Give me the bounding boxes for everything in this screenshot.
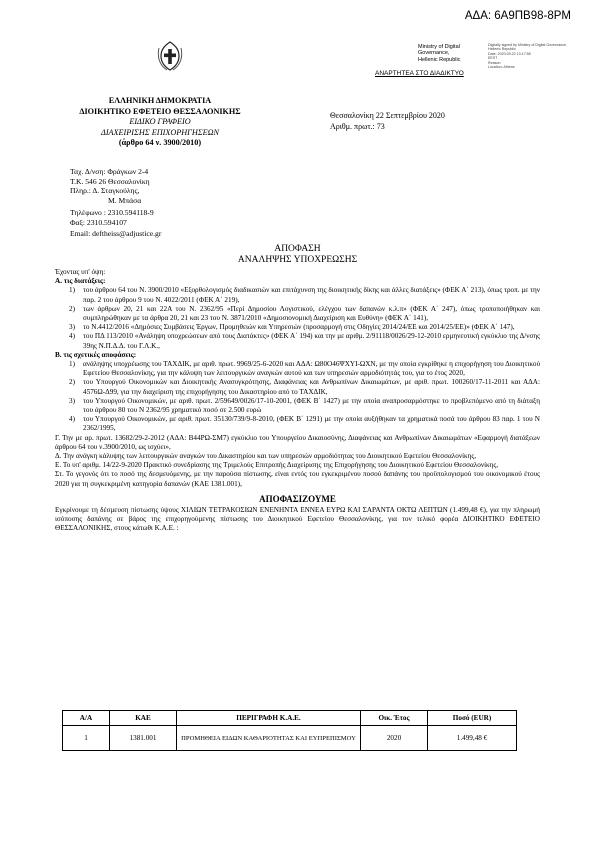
list-item: 1) ανάληψης υποχρέωσης του ΤΑΧΔΙΚ, με αριθ. πρωτ. 9969/25-6-2020 και ΑΔΑ: Ω80Ο46ΨΧΥΙ-ΩΧΝ, με την οποία εγκρίθηκε η επιχορήγηση του Διοικητικού Εφετείου Θεσσαλονίκης, για την κάλυψη των λειτουργικών αναγκών αυτού και των υπηρεσιών αρμοδιότητάς του, για το έτος 2020,	[69, 360, 540, 378]
ministry-signature: Ministry of Digital Governance, Hellenic Republic	[418, 44, 461, 63]
list-item: 2) του Υπουργού Οικονομικών και Διοικητικής Ανασυγκρότησης, Διαφάνειας και Ανθρωπίνων Δικαιωμάτων, με αριθ. πρωτ. 100260/17-11-2011 και ΑΔΑ: 4576Ω-Δ99, για την διαχείριση της επιχορήγησης του Δικαστηρίου από το ΤΑΧΔΙΚ,	[69, 378, 540, 396]
section-d: Δ. Την ανάγκη κάλυψης των λειτουργικών αναγκών του Δικαστηρίου και των υπηρεσιών αρμοδιότητας του Διοικητικού Εφετείου Θεσσαλονίκης,	[55, 452, 477, 461]
section-g: Γ. Την με αρ. πρωτ. 13682/29-2-2012 (ΑΔΑ: Β44ΡΩ-ΣΜ7) εγκύκλιο του Υπουργείου Δικαιοσύνης, Διαφάνειας και Ανθρωπίνων Δικαιωμάτων «Εφαρμογή διατάξεων άρθρου 64 του ν.3900/2010, ως ισχύει»,	[55, 433, 540, 451]
document-date: Θεσσαλονίκη 22 Σεπτεμβρίου 2020	[330, 111, 445, 120]
document-body: Έχοντας υπ' όψη: Α. τις διατάξεις: 1) του άρθρου 64 του Ν. 3900/2010 «Εξορθολογισμός διαδικασιών και επιτάχυνση της διοικητικής δίκης και άλλες διατάξεις» (ΦΕΚ Α΄ 213), όπως τροπ. με την παρ. 2 του άρθρου 9 του Ν. 4022/2011 (ΦΕΚ Α΄ 219), 2) των άρθρων 20, 21 και 22Α του Ν. 2362/95 «Περί Δημοσίου Λογιστικού, ελέγχου των δαπανών κ.λ.π» (ΦΕΚ Α΄ 247), όπως τροποποιήθηκαν και συμπληρώθηκαν με τα άρθρα 20, 21 και 23 του Ν. 3871/2010 «Δημοσιονομική Διαχείριση και Ευθύνη» (ΦΕΚ Α΄ 141), 3) το Ν.4412/2016 «Δημόσιες Συμβάσεις Έργων, Προμηθειών και Υπηρεσιών (προσαρμογή στις Οδηγίες 2014/24/ΕΕ και 2014/25/ΕΕ)» (ΦΕΚ Α΄ 147), 4) του ΠΔ 113/2010 «Ανάληψη υποχρεώσεων από τους Διατάκτες» (ΦΕΚ Α΄ 194) και την με αριθμ. 2/91118/0026/29-12-2010 ερμηνευτική εγκύκλιο της Δ/νσης 39ης Ν.Π.Δ.Δ. του Γ.Λ.Κ., Β. τις σχετικές αποφάσεις: 1) ανάληψης υποχρέωσης του ΤΑΧΔΙΚ, με αριθ. πρωτ. 9969/25-6-2020 και ΑΔΑ: Ω80Ο46ΨΧΥΙ-ΩΧΝ, με την οποία εγκρίθηκε η επιχορήγηση του Διοικητικού Εφετείου Θεσσαλονίκης, για την κάλυψη των λειτουργικών αναγκών αυτού και των υπηρεσιών αρμοδιότητάς του, για το έτος 2020, 2) του Υπουργού Οικονομικών και Διοικητικής Ανασυγκρότησης, Διαφάνειας και Ανθρωπίνων Δικαιωμάτων, με αριθ. πρωτ. 100260/17-11-2011 και ΑΔΑ: 4576Ω-Δ99, για την διαχείριση της επιχορήγησης του Δικαστηρίου από το ΤΑΧΔΙΚ, 3) του Υπουργού Οικονομικών, με αριθ. πρωτ. 2/59649/0026/17-10-2001, (ΦΕΚ Β΄ 1427) με την οποία αναπροσαρμόστηκε το προβλεπόμενο από τη διάταξη του άρθρου 80 του Ν 2362/95 χρηματικό ποσό σε 2.500 ευρώ 4) του Υπουργού Οικονομικών, με αριθ. πρωτ. 35130/739/9-8-2010, (ΦΕΚ Β΄ 1291) με την οποία αυξήθηκαν τα χρηματικά ποσά του άρθρου 83 παρ. 1 του Ν 2362/1995, Γ. Την με αρ. πρωτ. 13682/29-2-2012 (ΑΔΑ: Β44ΡΩ-ΣΜ7) εγκύκλιο του Υπουργείου Δικαιοσύνης, Διαφάνειας και Ανθρωπίνων Δικαιωμάτων «Εφαρμογή διατάξεων άρθρου 64 του ν.3900/2010, ως ισχύει», Δ. Την ανάγκη κάλυψης των λειτουργικών αναγκών του Δικαστηρίου και των υπηρεσιών αρμοδιότητας του Διοικητικού Εφετείου Θεσσαλονίκης, Ε. Το υπ' αριθμ. 14/22-9-2020 Πρακτικό συνεδρίασης της Τριμελούς Επιτροπής Διαχείρισης της Επιχορήγησης του Διοικητικού Εφετείου Θεσσαλονίκης, Στ. Το γεγονός ότι το ποσό της δεσμευόμενης, με την παρούσα πίστωσης, είναι εντός του εγκεκριμένου ποσού δαπάνης του προϋπολογισμού του οικονομικού έτους 2020 για τη συγκεκριμένη κατηγορία δαπανών (ΚΑΕ 1381.001), ΑΠΟΦΑΣΙΖΟΥΜΕ Εγκρίνουμε τη δέσμευση πίστωσης ύψους ΧΙΛΙΩΝ ΤΕΤΡΑΚΟΣΙΩΝ ΕΝΕΝΗΝΤΑ ΕΝΝΕΑ ΕΥΡΩ ΚΑΙ ΣΑΡΑΝΤΑ ΟΚΤΩ ΛΕΠΤΩΝ (1.499,48 €), για την πληρωμή ισόποσης δαπάνης σε βάρος της επιχορηγούμενης πίστωσης του Διοικητικού Εφετείου Θεσσαλονίκης, για τον τελικό φορέα ΔΙΟΙΚΗΤΙΚΟ ΕΦΕΤΕΙΟ ΘΕΣΣΑΛΟΝΙΚΗΣ, στους κάτωθι Κ.Α.Ε. :	[55, 268, 540, 533]
greek-emblem-icon	[155, 40, 185, 72]
list-item: 3) του Υπουργού Οικονομικών, με αριθ. πρωτ. 2/59649/0026/17-10-2001, (ΦΕΚ Β΄ 1427) με την οποία αναπροσαρμόστηκε το προβλεπόμενο από τη διάταξη του άρθρου 80 του Ν 2362/95 χρηματικό ποσό σε 2.500 ευρώ	[69, 396, 540, 415]
protocol-number: Αριθμ. πρωτ.: 73	[330, 122, 385, 131]
section-b-heading: Β. τις σχετικές αποφάσεις:	[55, 350, 137, 359]
approval-paragraph: Εγκρίνουμε τη δέσμευση πίστωσης ύψους ΧΙΛΙΩΝ ΤΕΤΡΑΚΟΣΙΩΝ ΕΝΕΝΗΝΤΑ ΕΝΝΕΑ ΕΥΡΩ ΚΑΙ ΣΑΡΑΝΤΑ ΟΚΤΩ ΛΕΠΤΩΝ (1.499,48 €), για την πληρωμή ισόποσης δαπάνης σε βάρος της επιχορηγούμενης πίστωσης του Διοικητικού Εφετείου Θεσσαλονίκης, για τον τελικό φορέα ΔΙΟΙΚΗΤΙΚΟ ΕΦΕΤΕΙΟ ΘΕΣΣΑΛΟΝΙΚΗΣ, στους κάτωθι Κ.Α.Ε. :	[55, 506, 540, 533]
digital-signature-details: Digitally signed by Ministry of Digital Governance, Hellenic Republic Date: 2020.09.22 13:17:58 EEST Reason: Location: Athens	[488, 43, 567, 70]
document-title: ΑΠΟΦΑΣΗ ΑΝΑΛΗΨΗΣ ΥΠΟΧΡΕΩΣΗΣ	[237, 244, 358, 265]
list-item: 4) του ΠΔ 113/2010 «Ανάληψη υποχρεώσεων από τους Διατάκτες» (ΦΕΚ Α΄ 194) και την με αριθμ. 2/91118/0026/29-12-2010 ερμηνευτική εγκύκλιο της Δ/νσης 39ης Ν.Π.Δ.Δ. του Γ.Λ.Κ.,	[69, 332, 540, 350]
table-header-row: Α/Α ΚΑΕ ΠΕΡΙΓΡΑΦΗ Κ.Α.Ε. Οικ. Έτος Ποσό (EUR)	[63, 711, 517, 726]
list-item: 2) των άρθρων 20, 21 και 22Α του Ν. 2362/95 «Περί Δημοσίου Λογιστικού, ελέγχου των δαπανών κ.λ.π» (ΦΕΚ Α΄ 247), όπως τροποποιήθηκαν και συμπληρώθηκαν με τα άρθρα 20, 21 και 23 του Ν. 3871/2010 «Δημοσιονομική Διαχείριση και Ευθύνη» (ΦΕΚ Α΄ 141),	[69, 304, 540, 323]
list-item: 4) του Υπουργού Οικονομικών, με αριθ. πρωτ. 35130/739/9-8-2010, (ΦΕΚ Β΄ 1291) με την οποία αυξήθηκαν τα χρηματικά ποσά του άρθρου 83 παρ. 1 του Ν 2362/1995,	[69, 415, 540, 433]
section-e: Ε. Το υπ' αριθμ. 14/22-9-2020 Πρακτικό συνεδρίασης της Τριμελούς Επιτροπής Διαχείρισης της Επιχορήγησης του Διοικητικού Εφετείου Θεσσαλονίκης,	[55, 461, 499, 470]
address-block: Ταχ. Δ/νση: Φράγκων 2-4 Τ.Κ. 546 26 Θεσσαλονίκη Πληρ.: Δ. Σταγκούλης, Μ. Μπάσα Τηλέφωνο : 2310.594118-9 Φαξ: 2310.594107 Email: deftheiss@adjustice.gr	[70, 167, 162, 238]
issuer-header: ΕΛΛΗΝΙΚΗ ΔΗΜΟΚΡΑΤΙΑ ΔΙΟΙΚΗΤΙΚΟ ΕΦΕΤΕΙΟ ΘΕΣΣΑΛΟΝΙΚΗΣ ΕΙΔΙΚΟ ΓΡΑΦΕΙΟ ΔΙΑΧΕΙΡΙΣΗΣ ΕΠΙΧΟΡΗΓΗΣΕΩΝ (άρθρο 64 ν. 3900/2010)	[79, 96, 241, 147]
table-row: 1 1381.001 ΠΡΟΜΗΘΕΙΑ ΕΙΔΩΝ ΚΑΘΑΡΙΟΤΗΤΑΣ ΚΑΙ ΕΥΠΡΕΠΙΣΜΟΥ 2020 1.499,48 €	[63, 726, 517, 751]
list-item: 1) του άρθρου 64 του Ν. 3900/2010 «Εξορθολογισμός διαδικασιών και επιτάχυνση της διοικητικής δίκης και άλλες διατάξεις» (ΦΕΚ Α΄ 213), όπως τροπ. με την παρ. 2 του άρθρου 9 του Ν. 4022/2011 (ΦΕΚ Α΄ 219),	[69, 286, 540, 304]
kae-table	[62, 710, 517, 751]
ada-code: ΑΔΑ: 6Α9ΠΒ98-8ΡΜ	[464, 10, 571, 22]
date-protocol	[330, 110, 445, 132]
section-st: Στ. Το γεγονός ότι το ποσό της δεσμευόμενης, με την παρούσα πίστωσης, είναι εντός του εγκεκριμένου ποσού δαπάνης του προϋπολογισμού του οικονομικού έτους 2020 για τη συγκεκριμένη κατηγορία δαπανών (ΚΑΕ 1381.001),	[55, 470, 540, 488]
list-item: 3) το Ν.4412/2016 «Δημόσιες Συμβάσεις Έργων, Προμηθειών και Υπηρεσιών (προσαρμογή στις Οδηγίες 2014/24/ΕΕ και 2014/25/ΕΕ)» (ΦΕΚ Α΄ 147),	[69, 323, 515, 332]
section-a-heading: Α. τις διατάξεις:	[55, 277, 106, 286]
diavgeia-label: ΑΝΑΡΤΗΤΕΑ ΣΤΟ ΔΙΑΔΙΚΤΥΟ	[375, 70, 464, 77]
decision-heading: ΑΠΟΦΑΣΙΖΟΥΜΕ	[259, 493, 336, 504]
